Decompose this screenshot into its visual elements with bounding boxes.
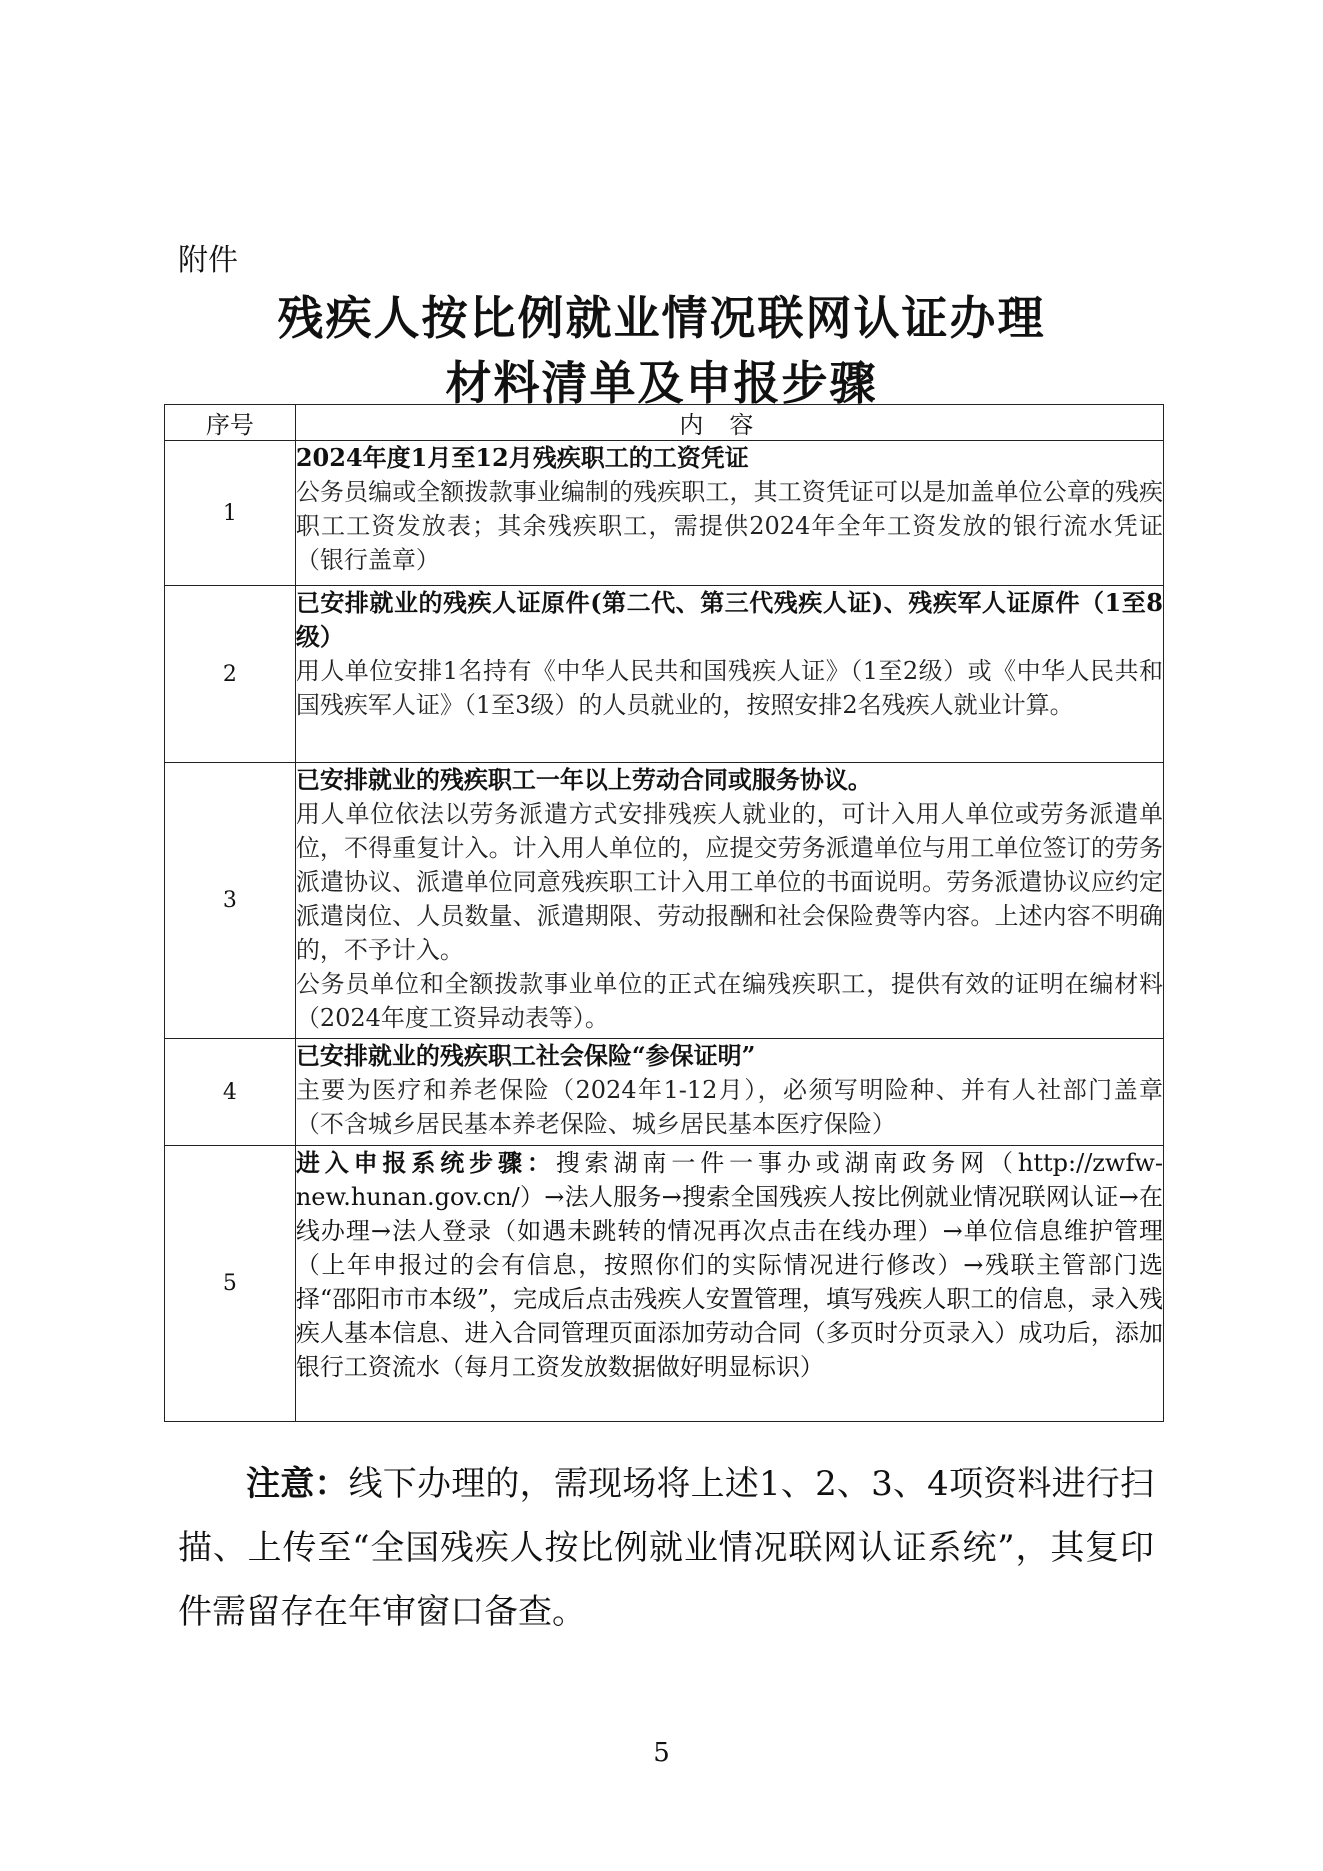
row-content bbox=[295, 1146, 1163, 1422]
row-number: 2 bbox=[165, 586, 296, 763]
page-number: 5 bbox=[653, 1738, 670, 1768]
table-row bbox=[165, 441, 1164, 586]
row-body: 主要为医疗和养老保险（2024年1-12月），必须写明险种、并有人社部门盖章（不含城乡居民基本养老保险、城乡居民基本医疗保险） bbox=[295, 1076, 1163, 1138]
note-paragraph bbox=[178, 1452, 1154, 1644]
materials-table bbox=[164, 404, 1164, 1422]
row-body: 用人单位安排1名持有《中华人民共和国残疾人证》（1至2级）或《中华人民共和国残疾军人证》（1至3级）的人员就业的，按照安排2名残疾人就业计算。 bbox=[295, 657, 1163, 719]
document-title-line-2: 材料清单及申报步骤 bbox=[445, 356, 878, 410]
row-body: 公务员编或全额拨款事业编制的残疾职工，其工资凭证可以是加盖单位公章的残疾职工工资发放表；其余残疾职工，需提供2024年全年工资发放的银行流水凭证（银行盖章） bbox=[295, 478, 1163, 574]
row-content bbox=[295, 1039, 1163, 1146]
note-label: 注意： bbox=[246, 1464, 349, 1504]
attachment-label: 附件 bbox=[178, 243, 238, 278]
row-number: 3 bbox=[165, 763, 296, 1039]
row-number: 1 bbox=[165, 441, 296, 586]
table-header-row bbox=[165, 405, 1164, 441]
row-number: 4 bbox=[165, 1039, 296, 1146]
row-title: 已安排就业的残疾人证原件(第二代、第三代残疾人证)、残疾军人证原件（1至8级） bbox=[295, 588, 1163, 651]
row-content bbox=[295, 586, 1163, 763]
steps-text: 搜索湖南一件一事办或湖南政务网（http://zwfw-new.hunan.gov.cn/）→法人服务→搜索全国残疾人按比例就业情况联网认证→在线办理→法人登录（如遇未跳转的情况再次点击在线办理）→单位信息维护管理（上年申报过的会有信息，按照你们的实际情况进行修改）→残联主管部门选择“邵阳市市本级”，完成后点击残疾人安置管理，填写残疾人职工的信息，录入残疾人基本信息、进入合同管理页面添加劳动合同（多页时分页录入）成功后，添加银行工资流水（每月工资发放数据做好明显标识） bbox=[295, 1149, 1164, 1381]
row-body bbox=[296, 1146, 1163, 1384]
steps-label: 进入申报系统步骤： bbox=[295, 1148, 556, 1177]
table-row bbox=[165, 1039, 1164, 1146]
row-body-2: 公务员单位和全额拨款事业单位的正式在编残疾职工，提供有效的证明在编材料（2024年度工资异动表等）。 bbox=[295, 970, 1163, 1032]
header-content: 内容 bbox=[295, 405, 1163, 441]
table-row bbox=[165, 1146, 1164, 1422]
table-row bbox=[165, 763, 1164, 1039]
row-content bbox=[295, 441, 1163, 586]
table-row bbox=[165, 586, 1164, 763]
row-title: 已安排就业的残疾职工社会保险“参保证明” bbox=[295, 1041, 756, 1070]
row-title: 2024年度1月至12月残疾职工的工资凭证 bbox=[295, 443, 749, 472]
row-title: 已安排就业的残疾职工一年以上劳动合同或服务协议。 bbox=[295, 765, 872, 794]
row-number: 5 bbox=[165, 1146, 296, 1422]
row-body: 用人单位依法以劳务派遣方式安排残疾人就业的，可计入用人单位或劳务派遣单位，不得重复计入。计入用人单位的，应提交劳务派遣单位与用工单位签订的劳务派遣协议、派遣单位同意残疾职工计入用工单位的书面说明。劳务派遣协议应约定派遣岗位、人员数量、派遣期限、劳动报酬和社会保险费等内容。上述内容不明确的，不予计入。 bbox=[295, 800, 1163, 964]
header-number: 序号 bbox=[165, 405, 296, 441]
note-text: 线下办理的，需现场将上述1、2、3、4项资料进行扫描、上传至“全国残疾人按比例就业情况联网认证系统”，其复印件需留存在年审窗口备查。 bbox=[178, 1464, 1154, 1632]
row-content bbox=[295, 763, 1163, 1039]
document-title-line-1: 残疾人按比例就业情况联网认证办理 bbox=[277, 291, 1046, 345]
